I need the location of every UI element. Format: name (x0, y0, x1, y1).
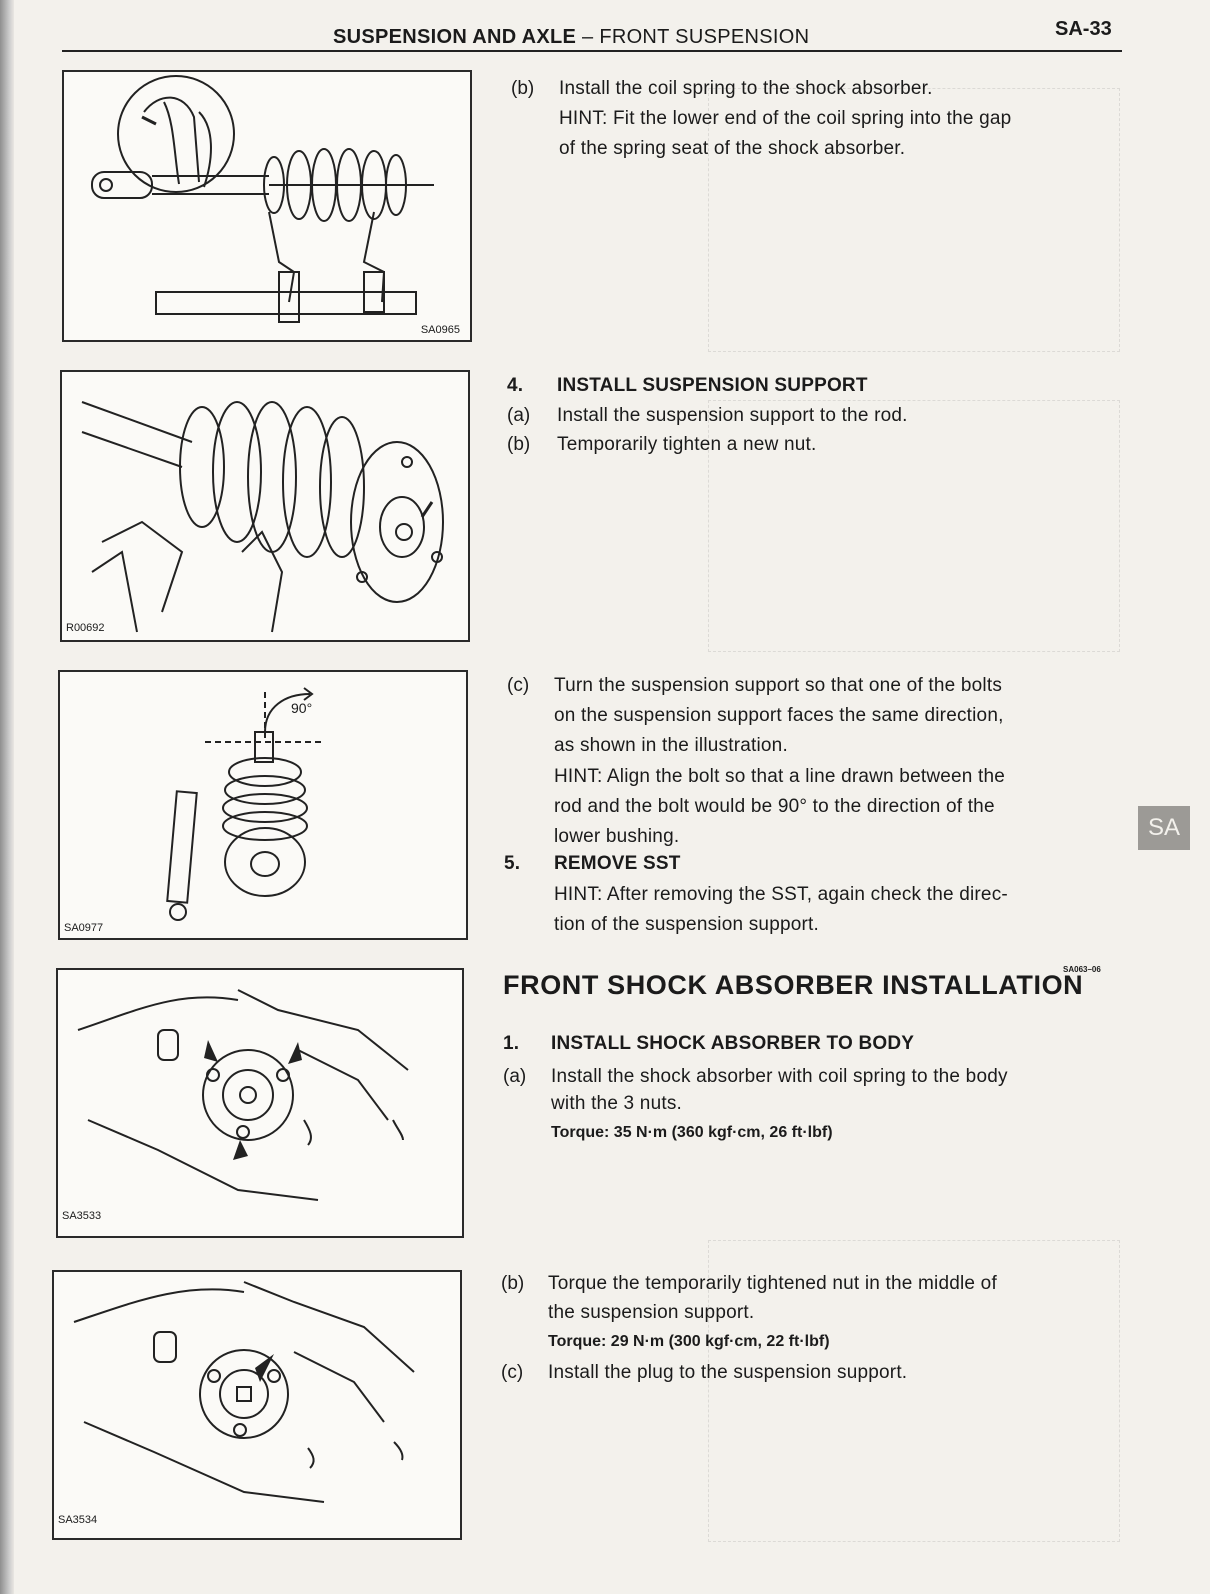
step-label: (c) (507, 675, 530, 696)
step-title: INSTALL SHOCK ABSORBER TO BODY (551, 1033, 915, 1054)
section-code: SA063–06 (1063, 965, 1101, 974)
page-header-title: SUSPENSION AND AXLE – FRONT SUSPENSION (333, 26, 810, 48)
hint-text: HINT: Fit the lower end of the coil spring into the gap (559, 108, 1012, 129)
step-label: (a) (507, 405, 531, 426)
hint-text: of the spring seat of the shock absorber. (559, 138, 906, 159)
hint-text: rod and the bolt would be 90° to the direction of the (554, 796, 995, 817)
step-label: (b) (507, 434, 531, 455)
step-number: 1. (503, 1033, 520, 1054)
torque-nut-illustration (54, 1272, 460, 1538)
install-to-body-illustration (58, 970, 462, 1236)
step-text: as shown in the illustration. (554, 735, 788, 756)
header-rule (62, 50, 1122, 52)
figure-bolt-alignment (58, 670, 468, 940)
figure-install-to-body (56, 968, 464, 1238)
figure-code: SA0977 (64, 922, 104, 934)
figure-suspension-support (60, 370, 470, 642)
hint-text: tion of the suspension support. (554, 914, 819, 935)
coil-spring-illustration (64, 72, 470, 340)
figure-coil-spring-install (62, 70, 472, 342)
section-tab: SA (1138, 806, 1190, 850)
angle-label: 90° (291, 700, 313, 716)
suspension-support-illustration (62, 372, 468, 640)
step-text: Install the plug to the suspension support. (548, 1362, 908, 1383)
step-text: with the 3 nuts. (551, 1093, 682, 1114)
alignment-illustration (60, 672, 466, 938)
step-title: REMOVE SST (554, 853, 681, 874)
step-label: (c) (501, 1362, 524, 1383)
hint-text: lower bushing. (554, 826, 680, 847)
figure-code: SA0965 (420, 324, 460, 336)
step-label: (b) (511, 78, 535, 99)
torque-spec: Torque: 35 N·m (360 kgf·cm, 26 ft·lbf) (551, 1124, 833, 1141)
step-title: INSTALL SUSPENSION SUPPORT (557, 375, 868, 396)
step-number: 5. (504, 853, 521, 874)
page-binding-edge (0, 0, 14, 1594)
step-text: Torque the temporarily tightened nut in the middle of (548, 1273, 997, 1294)
figure-code: SA3533 (62, 1210, 102, 1222)
step-text: the suspension support. (548, 1302, 755, 1323)
step-text: Turn the suspension support so that one of the bolts (554, 675, 1003, 696)
step-label: (b) (501, 1273, 525, 1294)
step-text: Temporarily tighten a new nut. (557, 434, 817, 455)
step-text: Install the shock absorber with coil spring to the body (551, 1066, 1008, 1087)
step-text: Install the coil spring to the shock absorber. (559, 78, 933, 99)
torque-spec: Torque: 29 N·m (300 kgf·cm, 22 ft·lbf) (548, 1333, 830, 1350)
hint-text: HINT: Align the bolt so that a line drawn between the (554, 766, 1006, 787)
step-label: (a) (503, 1066, 527, 1087)
section-heading: FRONT SHOCK ABSORBER INSTALLATION (503, 970, 1084, 1000)
figure-torque-center-nut (52, 1270, 462, 1540)
figure-code: R00692 (66, 622, 105, 634)
step-number: 4. (507, 375, 524, 396)
step-text: Install the suspension support to the rod. (557, 405, 908, 426)
hint-text: HINT: After removing the SST, again check the direc- (554, 884, 1008, 905)
step-text: on the suspension support faces the same direction, (554, 705, 1004, 726)
page-number: SA-33 (1055, 18, 1112, 40)
figure-code: SA3534 (58, 1514, 98, 1526)
